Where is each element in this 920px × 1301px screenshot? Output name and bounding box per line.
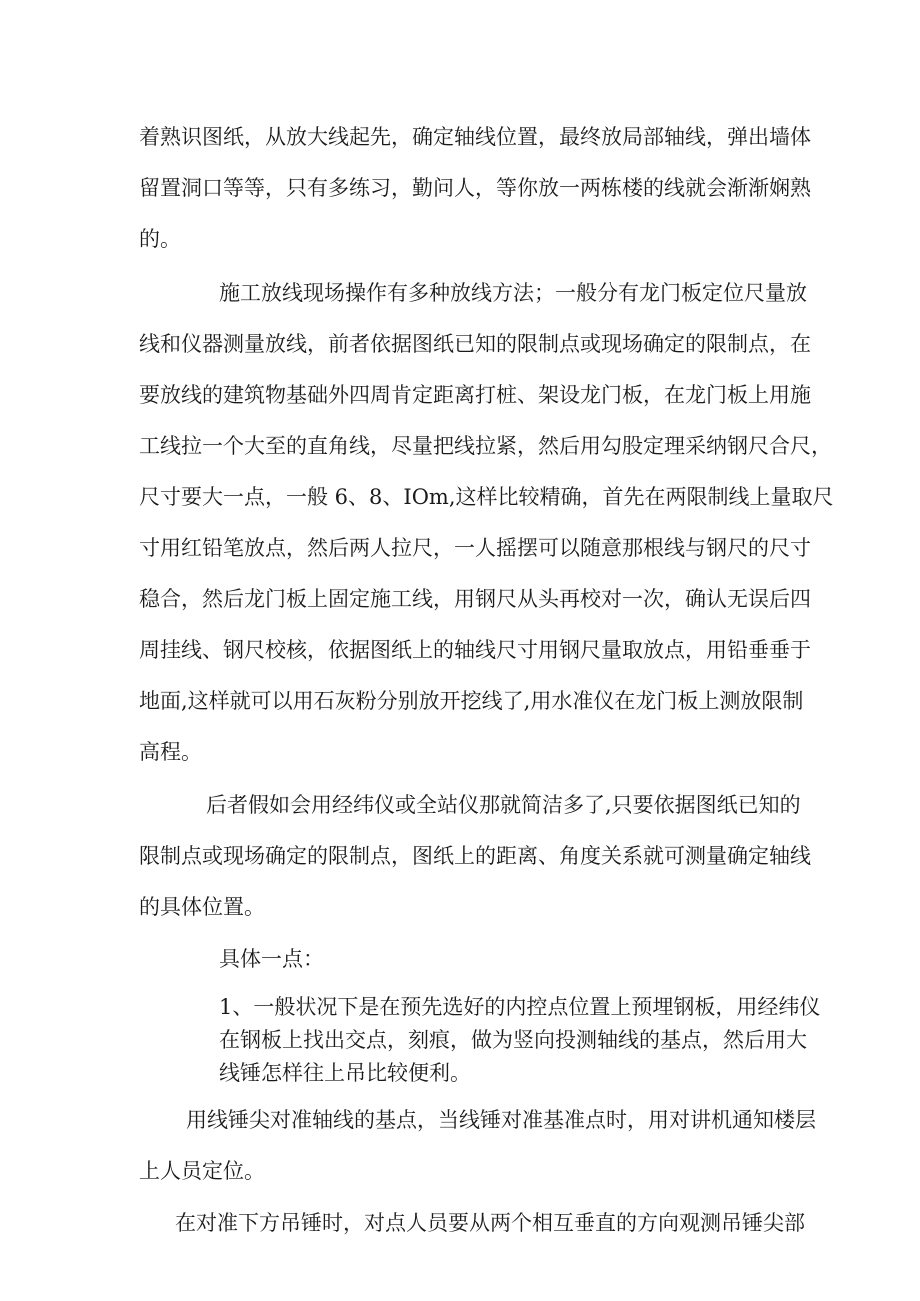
paragraph-2-line-5: 尺寸要大一点，一般 6、8、IOm,这样比较精确，首先在两限制线上量取尺 <box>139 485 834 509</box>
paragraph-2-line-7: 稳合，然后龙门板上固定施工线，用钢尺从头再校对一次，确认无误后四 <box>139 587 811 611</box>
paragraph-7-line-1: 在对准下方吊锤时，对点人员要从两个相互垂直的方向观测吊锤尖部 <box>175 1211 805 1235</box>
paragraph-4-heading: 具体一点： <box>219 947 324 971</box>
paragraph-3-line-3: 的具体位置。 <box>139 895 265 919</box>
paragraph-1-line-3: 的。 <box>139 227 181 251</box>
paragraph-2-line-6: 寸用红铅笔放点，然后两人拉尺，一人摇摆可以随意那根线与钢尺的尺寸 <box>139 536 811 560</box>
paragraph-2-line-4: 工线拉一个大至的直角线，尽量把线拉紧，然后用勾股定理采纳钢尺合尺， <box>139 434 832 458</box>
paragraph-1-line-1: 着熟识图纸，从放大线起先，确定轴线位置，最终放局部轴线，弹出墙体 <box>139 125 811 149</box>
paragraph-1-line-2: 留置洞口等等，只有多练习，勤问人，等你放一两栋楼的线就会渐渐娴熟 <box>139 176 811 200</box>
paragraph-2-line-10: 高程。 <box>139 740 202 764</box>
paragraph-3-line-2: 限制点或现场确定的限制点，图纸上的距离、角度关系就可测量确定轴线 <box>139 844 811 868</box>
paragraph-2-line-2: 线和仪器测量放线，前者依据图纸已知的限制点或现场确定的限制点，在 <box>139 332 811 356</box>
paragraph-2-line-8: 周挂线、钢尺校核，依据图纸上的轴线尺寸用钢尺量取放点，用铅垂垂于 <box>139 638 811 662</box>
list-item-1-line-2: 在钢板上找出交点，刻痕，做为竖向投测轴线的基点，然后用大 <box>219 1028 807 1052</box>
list-item-1-line-1: 1、一般状况下是在预先选好的内控点位置上预埋钢板，用经纬仪 <box>219 995 821 1019</box>
list-item-1-line-3: 线锤怎样往上吊比较便利。 <box>219 1061 471 1085</box>
paragraph-6-line-2: 上人员定位。 <box>139 1159 265 1183</box>
paragraph-2-line-1: 施工放线现场操作有多种放线方法；一般分有龙门板定位尺量放 <box>219 281 807 305</box>
paragraph-2-line-9: 地面,这样就可以用石灰粉分别放开挖线了,用水准仪在龙门板上测放限制 <box>139 689 804 713</box>
paragraph-3-line-1: 后者假如会用经纬仪或全站仪那就简洁多了,只要依据图纸已知的 <box>206 793 801 817</box>
paragraph-2-line-3: 要放线的建筑物基础外四周肯定距离打桩、架设龙门板，在龙门板上用施 <box>139 383 811 407</box>
paragraph-6-line-1: 用线锤尖对准轴线的基点，当线锤对准基准点时，用对讲机通知楼层 <box>186 1108 816 1132</box>
